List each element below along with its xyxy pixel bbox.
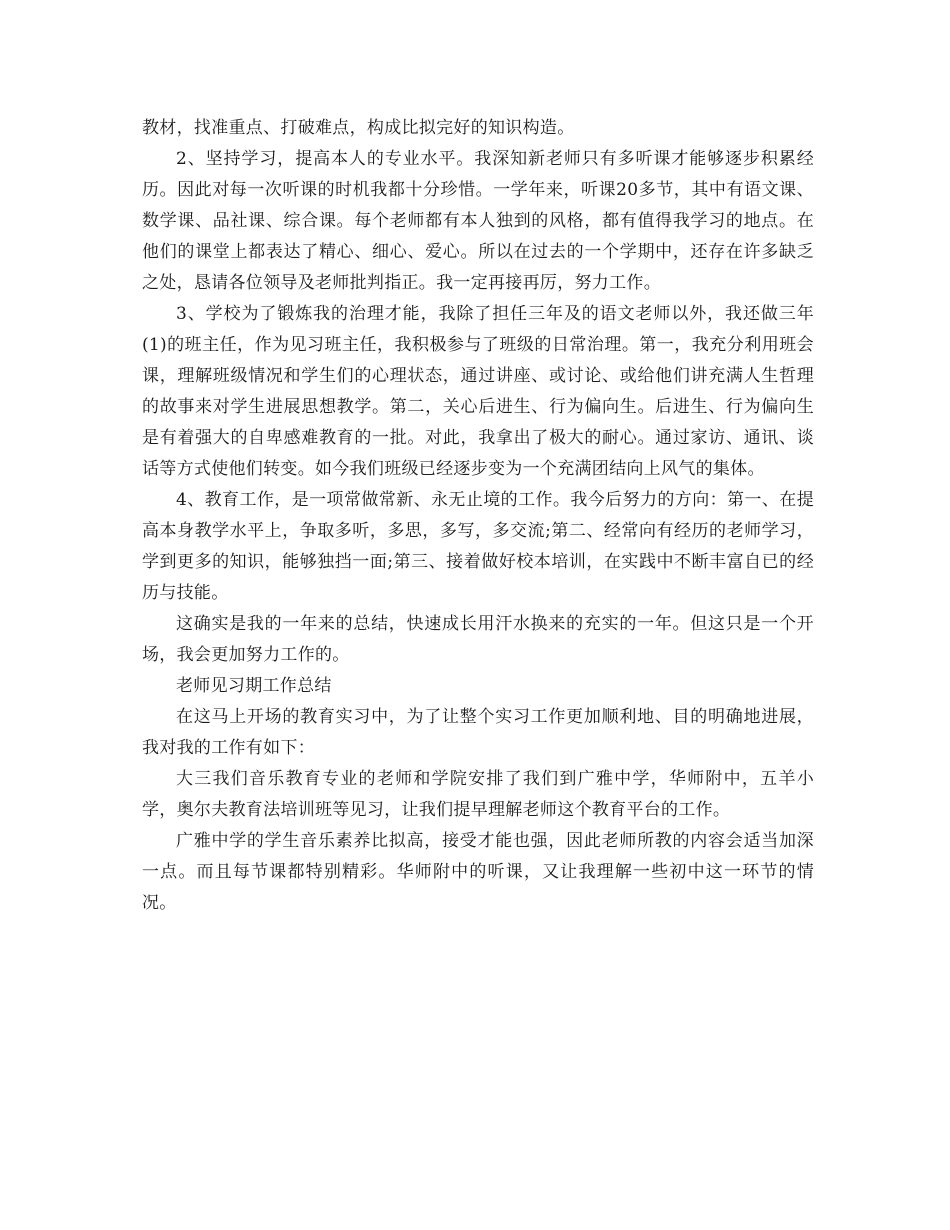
paragraph-item-3-class-teacher: 3、学校为了锻炼我的治理才能，我除了担任三年及的语文老师以外，我还做三年(1)的班主任，作为见习班主任，我积极参与了班级的日常治理。第一，我充分利用班会课，理解班级情况和学生们的心理状态，通过讲座、或讨论、或给他们讲充满人生哲理的故事来对学生进展思想教学。第二，关心后进生、行为偏向生。后进生、行为偏向生是有着强大的自卑感难教育的一批。对此，我拿出了极大的耐心。通过家访、通讯、谈话等方式使他们转变。如今我们班级已经逐步变为一个充满团结向上风气的集体。 <box>142 304 814 479</box>
paragraph-summary: 这确实是我的一年来的总结，快速成长用汗水换来的充实的一年。但这只是一个开场，我会更加努力工作的。 <box>142 614 814 665</box>
paragraph-continuation: 教材，找准重点、打破难点，构成比拟完好的知识构造。 <box>142 118 575 138</box>
paragraph-intro: 在这马上开场的教育实习中，为了让整个实习工作更加顺利地、目的明确地进展，我对我的工作有如下： <box>142 707 814 758</box>
paragraph-item-2-study: 2、坚持学习，提高本人的专业水平。我深知新老师只有多听课才能够逐步积累经历。因此对每一次听课的时机我都十分珍惜。一学年来，听课20多节，其中有语文课、数学课、品社课、综合课。每个老师都有本人独到的风格，都有值得我学习的地点。在他们的课堂上都表达了精心、细心、爱心。所以在过去的一个学期中，还存在许多缺乏之处，恳请各位领导及老师批判指正。我一定再接再厉，努力工作。 <box>142 149 814 293</box>
paragraph-guangya-school: 广雅中学的学生音乐素养比拟高，接受才能也强，因此老师所教的内容会适当加深一点。而且每节课都特别精彩。华师附中的听课，又让我理解一些初中这一环节的情况。 <box>142 831 814 913</box>
document-body <box>142 113 814 919</box>
section-heading: 老师见习期工作总结 <box>176 676 332 696</box>
paragraph-observation-schools: 大三我们音乐教育专业的老师和学院安排了我们到广雅中学，华师附中，五羊小学，奥尔夫教育法培训班等见习，让我们提早理解老师这个教育平台的工作。 <box>142 769 814 820</box>
paragraph-item-4-future-direction: 4、教育工作，是一项常做常新、永无止境的工作。我今后努力的方向：第一、在提高本身教学水平上，争取多听，多思，多写，多交流;第二、经常向有经历的老师学习，学到更多的知识，能够独挡一面;第三、接着做好校本培训，在实践中不断丰富自已的经历与技能。 <box>142 490 814 603</box>
